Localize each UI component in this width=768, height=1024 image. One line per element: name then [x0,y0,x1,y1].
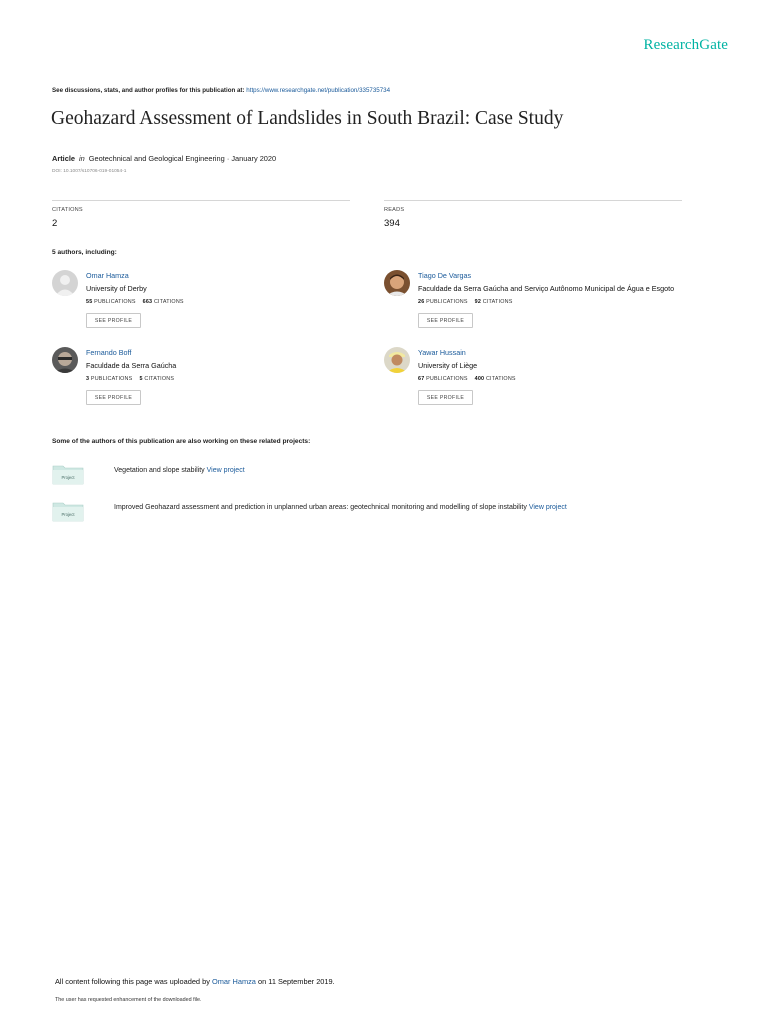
avatar[interactable] [384,347,410,373]
author-institution: University of Derby [86,284,147,293]
author-publications-count: 55 [86,299,93,305]
project-item [52,463,732,487]
paper-meta [52,154,276,163]
author-name[interactable]: Fernando Boff [86,348,132,357]
author-institution: Faculdade da Serra Gaúcha and Serviço Autônomo Municipal de Água e Esgoto [418,284,675,293]
reads-divider [384,200,682,201]
author-stats [86,299,184,305]
author-citations-count: 663 [142,299,153,305]
author-card [384,270,714,340]
author-publications-count: 26 [418,299,425,305]
author-citations-count: 400 [474,376,485,382]
author-citations-label: CITATIONS [144,376,175,382]
view-project-link[interactable]: View project [206,467,245,474]
author-publications-count: 3 [86,376,90,382]
citations-label: CITATIONS [52,207,83,213]
paper-type: Article [52,154,76,163]
paper-venue: Geotechnical and Geological Engineering · January 2020 [88,154,277,163]
project-folder-icon [52,463,84,485]
author-institution: Faculdade da Serra Gaúcha [86,361,177,370]
discussion-text: See discussions, stats, and author profiles for this publication at: [52,87,245,94]
avatar[interactable] [52,270,78,296]
authors-heading: 5 authors, including: [52,249,117,256]
researchgate-logo[interactable]: ResearchGate [643,37,728,53]
avatar[interactable] [384,270,410,296]
publication-url-link[interactable]: https://www.researchgate.net/publication/335735734 [246,87,391,94]
project-icon-label: Project [61,512,75,517]
author-name[interactable]: Yawar Hussain [418,348,466,357]
author-citations-label: CITATIONS [485,376,516,382]
projects-heading: Some of the authors of this publication are also working on these related projects: [52,438,311,445]
paper-title: Geohazard Assessment of Landslides in South Brazil: Case Study [51,108,564,129]
see-profile-button[interactable]: SEE PROFILE [418,390,473,405]
author-citations-count: 5 [139,376,143,382]
author-publications-count: 67 [418,376,425,382]
author-publications-label: PUBLICATIONS [90,376,133,382]
reads-value: 394 [384,218,400,229]
project-description [114,467,245,474]
project-title: Improved Geohazard assessment and prediction in unplanned urban areas: geotechnical monitoring and modelling of slope instability [114,504,527,511]
upload-note [55,977,335,986]
author-name[interactable]: Tiago De Vargas [418,271,472,280]
author-stats [418,299,513,305]
author-publications-label: PUBLICATIONS [426,376,468,382]
project-item [52,500,732,524]
author-card [384,347,714,417]
see-profile-button[interactable]: SEE PROFILE [86,313,141,328]
discussion-line [52,87,390,94]
avatar[interactable] [52,347,78,373]
author-stats [418,376,516,382]
project-folder-icon [52,500,84,522]
upload-prefix: All content following this page was uploaded by [55,977,210,986]
author-publications-label: PUBLICATIONS [94,299,136,305]
reads-label: READS [384,207,405,213]
paper-in: in [79,154,85,163]
project-description [114,504,567,511]
see-profile-button[interactable]: SEE PROFILE [418,313,473,328]
citations-value: 2 [52,218,58,229]
author-name[interactable]: Omar Hamza [86,271,129,280]
author-citations-label: CITATIONS [482,299,513,305]
upload-suffix: on 11 September 2019. [257,977,335,986]
author-stats [86,376,174,382]
project-icon-label: Project [61,475,75,480]
author-institution: University of Liège [418,361,478,370]
project-title: Vegetation and slope stability [114,467,205,474]
author-card [52,270,382,340]
uploader-link[interactable]: Omar Hamza [211,977,256,986]
paper-doi: DOI: 10.1007/s10706-019-01054-1 [52,169,127,174]
view-project-link[interactable]: View project [528,504,567,511]
author-citations-count: 92 [474,299,482,305]
see-profile-button[interactable]: SEE PROFILE [86,390,141,405]
author-publications-label: PUBLICATIONS [426,299,468,305]
citations-divider [52,200,350,201]
author-card [52,347,382,417]
enhancement-note: The user has requested enhancement of the downloaded file. [55,997,202,1003]
author-citations-label: CITATIONS [153,299,184,305]
